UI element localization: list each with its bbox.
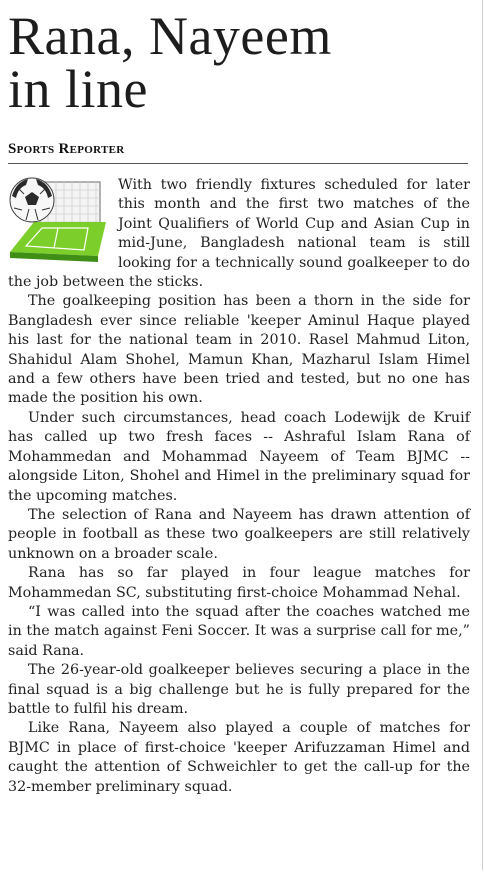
headline-line-2: in line [8, 59, 148, 119]
soccer-ball-on-pitch-icon [8, 176, 108, 264]
paragraph: With two friendly fixtures scheduled for later this month and the first two matches of the Joint Qualifiers of World Cup and Asian Cup in mid-June, Bangladesh national team is still looking for a technically sound goalkeeper to do the job between the sticks. [8, 177, 470, 291]
headline [8, 6, 478, 119]
paragraph: Like Rana, Nayeem also played a couple of matches for BJMC in place of first-choice 'keeper Arifuzzaman Himel and caught the attention of Schweichler to get the call-up for the 32-member preliminary squad. [8, 720, 470, 795]
paragraph: Rana has so far played in four league matches for Mohammedan SC, substituting first-choice Mohammad Nehal. [8, 565, 470, 601]
headline-line-1: Rana, Nayeem [8, 6, 332, 66]
column-rule [482, 0, 483, 870]
byline-divider [8, 163, 468, 164]
article-body [8, 176, 470, 797]
paragraph: The goalkeeping position has been a thorn in the side for Bangladesh ever since reliable 'keeper Aminul Haque played his last for the national team in 2010. Rasel Mahmud Liton, Shahidul Alam Shohel, Mamun Khan, Mazharul Islam Himel and a few others have been tried and tested, but no one has made the position his own. [8, 293, 470, 407]
byline: Sports Reporter [8, 141, 125, 157]
paragraph: The 26-year-old goalkeeper believes securing a place in the final squad is a big challenge but he is fully prepared for the battle to fulfil his dream. [8, 662, 470, 717]
paragraph: The selection of Rana and Nayeem has drawn attention of people in football as these two goalkeepers are still relatively unknown on a broader scale. [8, 506, 470, 562]
paragraph: Under such circumstances, head coach Lodewijk de Kruif has called up two fresh faces -- Ashraful Islam Rana of Mohammedan and Mohammad Nayeem of Team BJMC -- alongside Liton, Shohel and Himel in the preliminary squad for the upcoming matches. [8, 409, 470, 504]
paragraph: “I was called into the squad after the coaches watched me in the match against Feni Soccer. It was a surprise call for me,” said Rana. [8, 603, 470, 659]
